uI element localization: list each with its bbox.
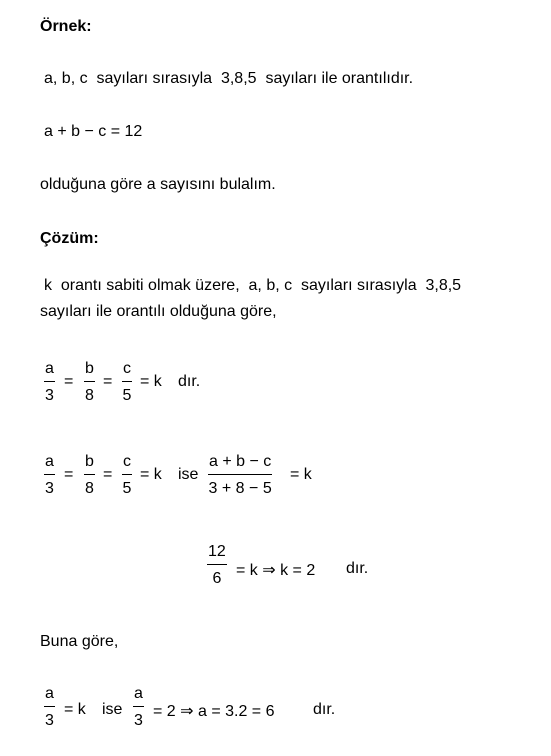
equals-sign: = <box>103 373 113 390</box>
numerator: c <box>123 453 131 470</box>
solution-intro-line-1 <box>44 277 461 295</box>
fraction-b-8 <box>84 453 95 498</box>
example-equation: a + b − c = 12 <box>44 123 143 140</box>
denominator: 5 <box>122 387 132 404</box>
ratio-1-tail: dır. <box>178 373 201 390</box>
denominator: 3 <box>45 480 54 497</box>
numerator: b <box>85 360 94 377</box>
example-line-2: olduğuna göre a sayısını bulalım. <box>40 176 276 193</box>
final-equation: = 2 ⇒ a = 3.2 = 6 <box>153 703 275 720</box>
equals-k: = k <box>64 701 86 718</box>
equals-k: = k <box>140 466 162 483</box>
example-nums: 3,8,5 <box>220 70 257 87</box>
intro-nums: 3,8,5 <box>425 277 462 294</box>
ise-word: ise <box>102 701 123 718</box>
fraction-b-8 <box>84 360 95 405</box>
final-tail: dır. <box>313 701 336 718</box>
buna-gore: Buna göre, <box>40 633 119 650</box>
equals-sign: = <box>103 466 113 483</box>
intro-text-2: sayıları sırasıyla <box>301 277 417 294</box>
ise-word: ise <box>178 466 199 483</box>
equals-sign: = <box>64 466 74 483</box>
denominator: 5 <box>122 480 132 497</box>
solution-intro-line-2: sayıları ile orantılı olduğuna göre, <box>40 303 277 320</box>
fraction-a-3 <box>44 685 55 730</box>
result-1-tail: dır. <box>346 560 369 577</box>
equals-k: = k <box>140 373 162 390</box>
denominator: 8 <box>85 387 94 404</box>
fraction-12-6 <box>207 543 227 588</box>
example-text-end: sayıları ile orantılıdır. <box>265 70 414 87</box>
fraction-a-3 <box>44 453 55 498</box>
fraction-c-5 <box>122 453 132 498</box>
numerator: a <box>45 453 54 470</box>
denominator: 6 <box>212 570 222 587</box>
fraction-sum <box>208 453 272 498</box>
fraction-a-3-second <box>133 685 144 730</box>
numerator: 12 <box>208 543 226 560</box>
denominator: 3 + 8 − 5 <box>208 480 272 497</box>
equals-k: = k <box>290 466 312 483</box>
numerator: b <box>85 453 94 470</box>
intro-text: orantı sabiti olmak üzere, <box>60 277 240 294</box>
denominator: 8 <box>85 480 94 497</box>
denominator: 3 <box>45 387 54 404</box>
numerator: a <box>45 685 54 702</box>
numerator: a + b − c <box>209 453 272 470</box>
denominator: 3 <box>45 712 54 729</box>
equals-sign: = <box>64 373 74 390</box>
intro-k: k <box>44 277 52 294</box>
example-vars: a, b, c <box>44 70 88 87</box>
intro-vars: a, b, c <box>248 277 293 294</box>
numerator: c <box>123 360 131 377</box>
example-line-1 <box>44 70 413 88</box>
solution-heading: Çözüm: <box>40 230 99 247</box>
example-text: sayıları sırasıyla <box>96 70 213 87</box>
numerator: a <box>45 360 54 377</box>
result-1-text: = k ⇒ k = 2 <box>236 562 316 579</box>
numerator: a <box>134 685 143 702</box>
fraction-a-3 <box>44 360 55 405</box>
example-heading: Örnek: <box>40 18 92 35</box>
denominator: 3 <box>134 712 143 729</box>
fraction-c-5 <box>122 360 132 405</box>
